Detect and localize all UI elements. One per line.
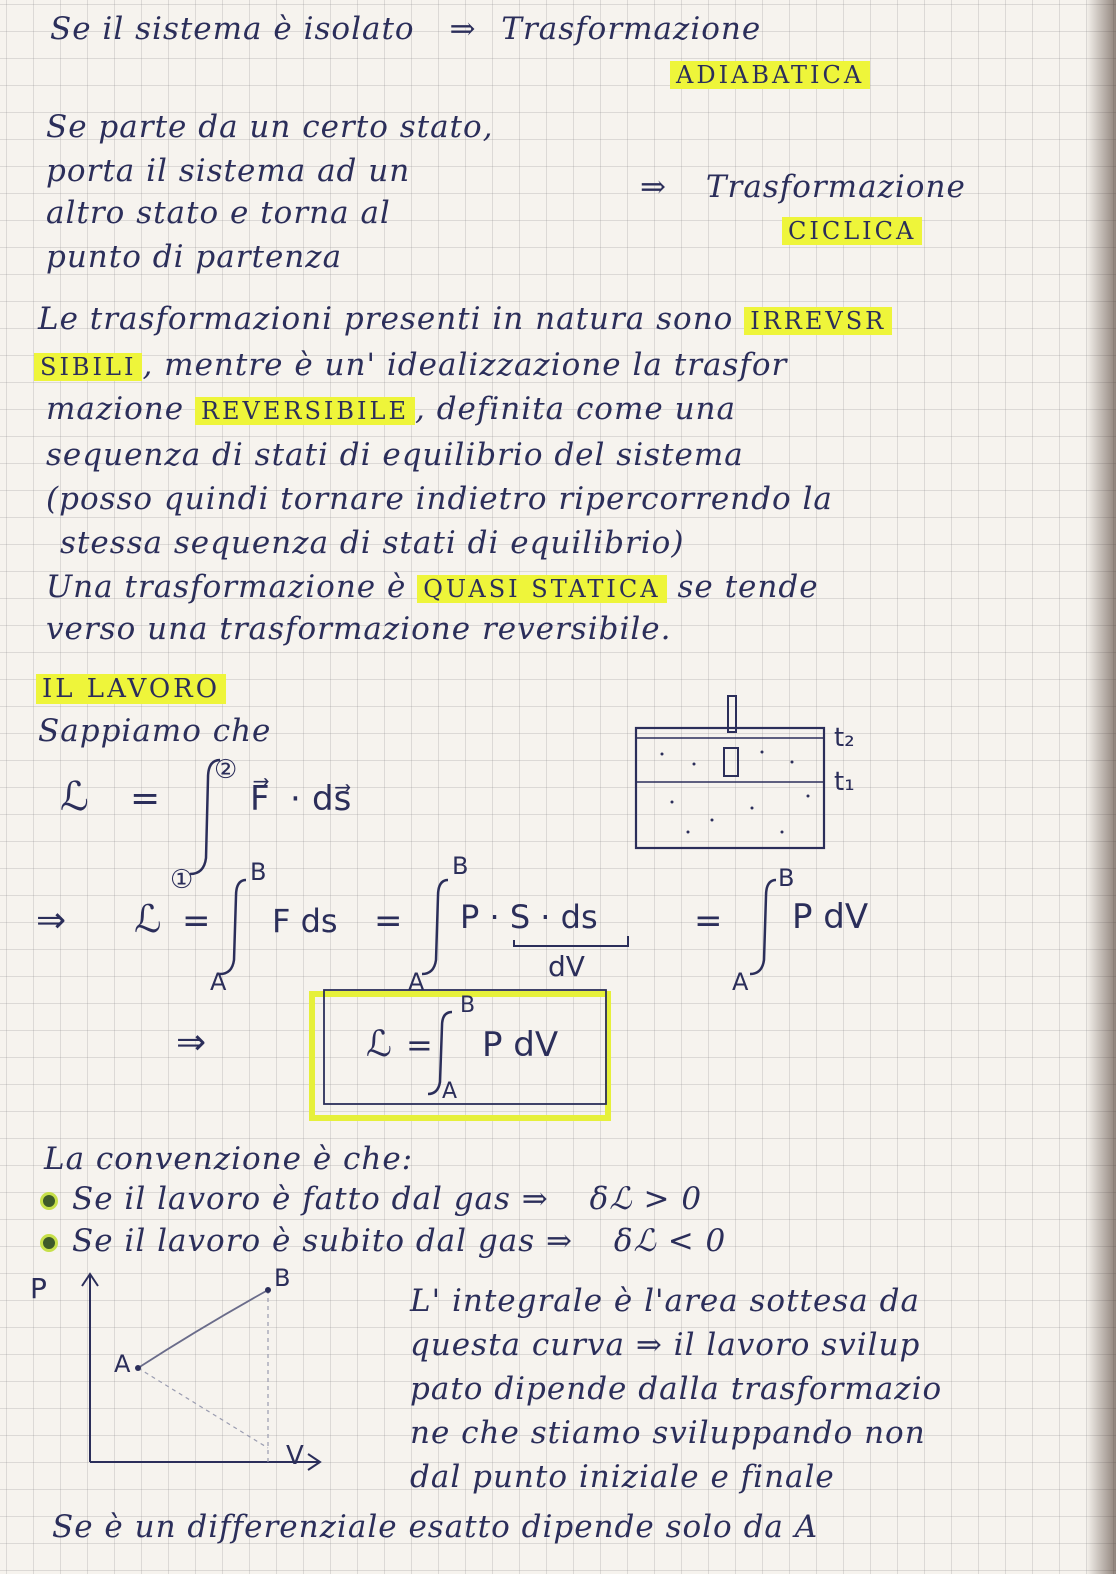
lower-limit-a: A xyxy=(210,968,227,996)
para-reversible xyxy=(46,391,736,427)
para-text: , mentre è un' idealizzazione la trasfor xyxy=(142,347,788,383)
para-back: (posso quindi tornare indietro ripercorrendo la xyxy=(46,481,833,517)
explain-line-2: questa curva ⇒ il lavoro svilup xyxy=(410,1327,921,1363)
piston-diagram xyxy=(632,692,855,852)
piston-rod xyxy=(728,696,736,732)
cyclic-line-4: punto di partenza xyxy=(46,239,343,275)
section-row xyxy=(36,672,226,703)
cylinder xyxy=(636,728,824,848)
work-symbol: ℒ xyxy=(134,897,162,941)
force-vector: F⃗ xyxy=(250,779,270,819)
implies-arrow: ⇒ xyxy=(36,900,67,941)
underbrace xyxy=(514,936,628,946)
pv-curve xyxy=(138,1290,268,1368)
para-reversible-tend: verso una trasformazione reversibile. xyxy=(46,611,672,647)
line-isolated xyxy=(50,11,762,47)
boxed-result xyxy=(176,986,636,1136)
upper-limit-b: B xyxy=(778,864,795,892)
gas-particles xyxy=(661,751,810,834)
bullet-icon xyxy=(40,1192,58,1210)
cyclic-result xyxy=(640,169,966,205)
transformation-label: Trasformazione xyxy=(705,169,966,205)
piston-head xyxy=(724,748,738,776)
para-text: Una trasformazione è xyxy=(46,569,407,605)
integral-sign xyxy=(422,880,448,974)
lower-limit-a: A xyxy=(408,968,425,996)
bullet-icon xyxy=(40,1234,58,1252)
dot-product: · xyxy=(290,779,301,819)
integrand-fds: F ds xyxy=(272,902,338,940)
para-text: , definita come una xyxy=(414,391,736,427)
integral-sign xyxy=(220,880,246,974)
isolated-text: Se il sistema è isolato xyxy=(50,11,415,47)
cyclic-line-1: Se parte da un certo stato, xyxy=(46,109,494,145)
equals-sign: = xyxy=(374,901,403,941)
label-t1: t₁ xyxy=(834,767,855,797)
integrand-pdv: P dV xyxy=(792,897,869,937)
para-quasistatic xyxy=(46,569,819,605)
bullet-done-by-gas xyxy=(40,1181,703,1217)
a-label: A xyxy=(114,1350,131,1378)
para-irreversible-1 xyxy=(38,301,892,337)
equals-sign: = xyxy=(406,1026,433,1064)
pv-graph xyxy=(30,1264,330,1471)
work-symbol: ℒ xyxy=(366,1024,392,1065)
point-a xyxy=(135,1365,141,1371)
implies-arrow: ⇒ xyxy=(449,11,477,47)
cyclic-line-3: altro stato e torna al xyxy=(46,195,391,231)
para-equilibrium: stessa sequenza di stati di equilibrio) xyxy=(60,525,685,561)
exact-differential-line: Se è un differenziale esatto dipende solo da A xyxy=(52,1509,819,1545)
explain-line-1: L' integrale è l'area sottesa da xyxy=(410,1283,920,1319)
label-t2: t₂ xyxy=(834,723,855,753)
explain-line-5: dal punto iniziale e finale xyxy=(410,1459,835,1495)
implies-arrow: ⇒ xyxy=(176,1022,207,1063)
b-label: B xyxy=(274,1264,291,1292)
upper-limit-b: B xyxy=(452,852,469,880)
page-edge-shadow xyxy=(1086,0,1116,1574)
we-know-that: Sappiamo che xyxy=(38,713,272,749)
lower-limit: ① xyxy=(170,865,194,895)
lower-limit-a: A xyxy=(732,968,749,996)
sign-negative: δℒ < 0 xyxy=(613,1223,727,1259)
para-sequence: sequenza di stati di equilibrio del sistema xyxy=(46,437,744,473)
upper-limit-b: B xyxy=(250,858,267,886)
lower-limit-a: A xyxy=(442,1079,458,1104)
point-b xyxy=(265,1287,271,1293)
equals-sign: = xyxy=(694,901,723,941)
convention-line: La convenzione è che: xyxy=(44,1141,414,1177)
irreversible-highlight-a: IRREVSR xyxy=(744,307,892,335)
para-irreversible-2 xyxy=(34,347,788,383)
explain-line-4: ne che stiamo sviluppando non xyxy=(410,1415,926,1451)
area-hatch xyxy=(138,1368,268,1448)
para-text: mazione xyxy=(46,391,185,427)
bullet-done-on-gas xyxy=(40,1223,727,1259)
formula-work-pdv xyxy=(36,852,896,998)
equals-sign: = xyxy=(182,901,211,941)
integral-sign xyxy=(750,880,776,974)
reversible-highlight: REVERSIBILE xyxy=(195,397,415,425)
para-text: se tende xyxy=(677,569,819,605)
bullet-text: Se il lavoro è subito dal gas ⇒ xyxy=(72,1223,573,1259)
equals-sign: = xyxy=(130,778,161,819)
section-title-work: IL LAVORO xyxy=(36,674,226,704)
volume-differential: dV xyxy=(548,950,585,983)
displacement-vector: ds⃗ xyxy=(312,779,352,819)
adiabatic-highlight: ADIABATICA xyxy=(670,61,870,89)
result-integrand: P dV xyxy=(482,1025,559,1065)
bullet-text: Se il lavoro è fatto dal gas ⇒ xyxy=(72,1181,549,1217)
work-symbol: ℒ xyxy=(60,774,89,820)
cyclic-highlight: CICLICA xyxy=(782,217,922,245)
adiabatic-row xyxy=(670,58,870,89)
upper-limit: ② xyxy=(214,755,238,785)
upper-limit-b: B xyxy=(460,993,476,1018)
quasistatic-highlight: QUASI STATICA xyxy=(417,575,666,603)
v-axis-label: V xyxy=(286,1441,304,1471)
integrand-psds: P · S · ds xyxy=(460,898,598,936)
transformation-label: Trasformazione xyxy=(501,11,762,47)
para-text: Le trasformazioni presenti in natura sono xyxy=(38,301,734,337)
cyclic-row xyxy=(782,214,922,245)
p-axis-label: P xyxy=(30,1272,47,1305)
explain-line-3: pato dipende dalla trasformazio xyxy=(410,1371,943,1407)
sign-positive: δℒ > 0 xyxy=(589,1181,703,1217)
irreversible-highlight-b: SIBILI xyxy=(34,353,142,381)
cyclic-line-2: porta il sistema ad un xyxy=(46,153,411,189)
implies-arrow: ⇒ xyxy=(640,169,667,205)
